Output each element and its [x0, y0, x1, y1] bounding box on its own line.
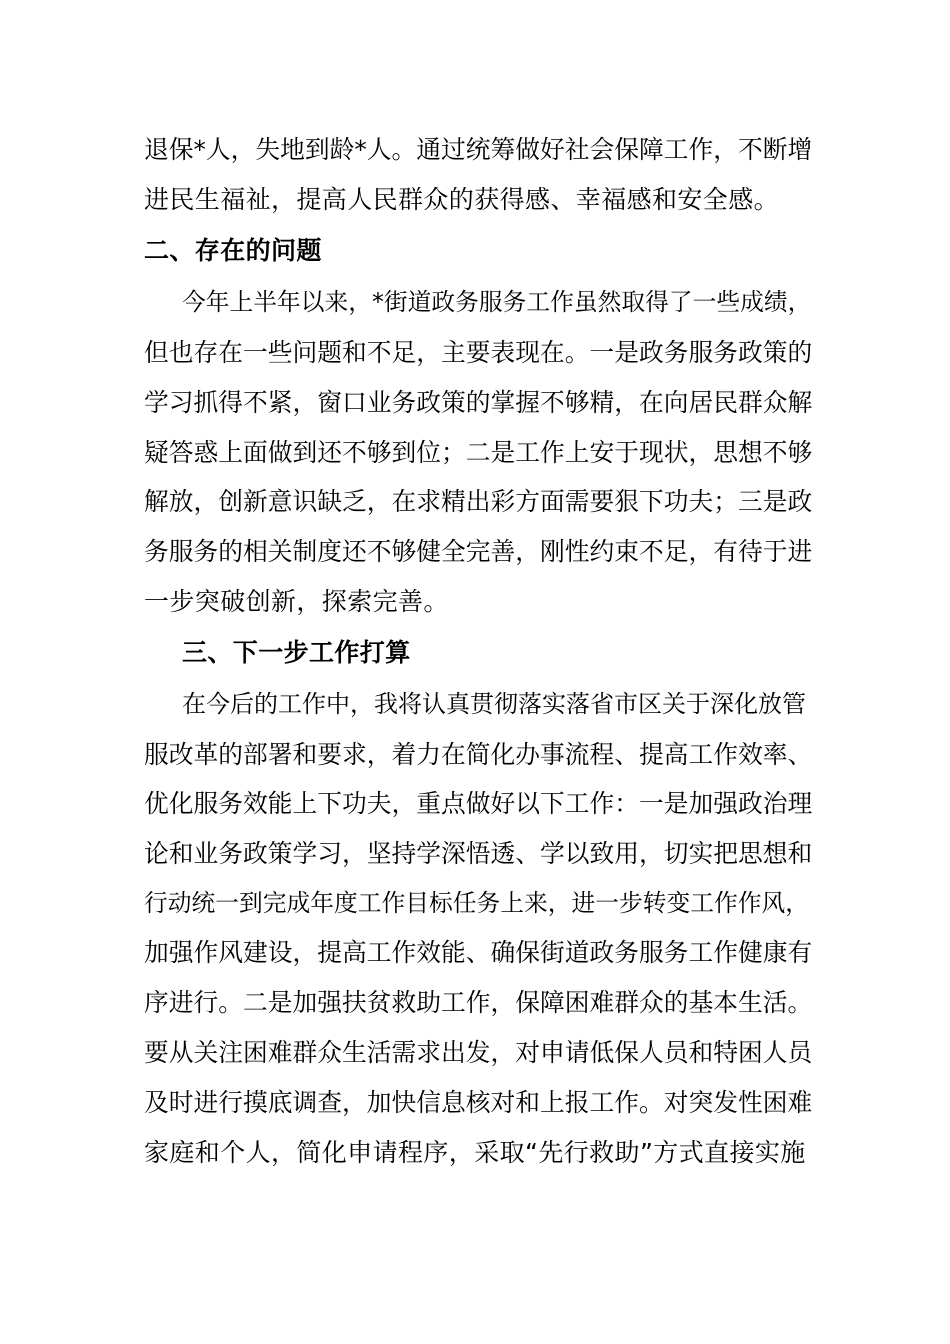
paragraph-line-21: 家庭和个人，简化申请程序，采取“先行救助”方式直接实施 — [144, 1138, 806, 1167]
paragraph-line-15: 论和业务政策学习，坚持学深悟透、学以致用，切实把思想和 — [144, 839, 813, 868]
paragraph-line-6: 学习抓得不紧，窗口业务政策的掌握不够精，在向居民群众解 — [144, 388, 813, 417]
paragraph-line-12: 在今后的工作中，我将认真贯彻落实落省市区关于深化放管 — [182, 690, 806, 718]
paragraph-line-5: 但也存在一些问题和不足，主要表现在。一是政务服务政策的 — [144, 338, 813, 367]
paragraph-line-4: 今年上半年以来，*街道政务服务工作虽然取得了一些成绩， — [182, 288, 812, 316]
paragraph-line-14: 优化服务效能上下功夫，重点做好以下工作：一是加强政治理 — [144, 789, 813, 818]
paragraph-line-13: 服改革的部署和要求，着力在简化办事流程、提高工作效率、 — [144, 740, 813, 769]
paragraph-line-16: 行动统一到完成年度工作目标任务上来，进一步转变工作作风， — [144, 889, 810, 917]
section-heading-next-steps: 三、下一步工作打算 — [182, 638, 411, 667]
paragraph-line-10: 一步突破创新，探索完善。 — [144, 587, 449, 616]
paragraph-line-7: 疑答惑上面做到还不够到位；二是工作上安于现状，思想不够 — [144, 438, 813, 467]
paragraph-line-8: 解放，创新意识缺乏，在求精出彩方面需要狠下功夫；三是政 — [144, 487, 813, 516]
paragraph-line-17: 加强作风建设，提高工作效能、确保街道政务服务工作健康有 — [144, 938, 813, 967]
section-heading-problems: 二、存在的问题 — [144, 236, 322, 265]
paragraph-line-20: 及时进行摸底调查，加快信息核对和上报工作。对突发性困难 — [144, 1088, 813, 1117]
paragraph-line-18: 序进行。二是加强扶贫救助工作，保障困难群众的基本生活。 — [144, 988, 813, 1017]
paragraph-line-2: 进民生福祉，提高人民群众的获得感、幸福感和安全感。 — [144, 185, 780, 214]
paragraph-line-1: 退保*人，失地到龄*人。通过统筹做好社会保障工作，不断增 — [144, 135, 813, 164]
paragraph-line-19: 要从关注困难群众生活需求出发，对申请低保人员和特困人员 — [144, 1038, 813, 1067]
paragraph-line-9: 务服务的相关制度还不够健全完善，刚性约束不足，有待于进 — [144, 537, 813, 566]
